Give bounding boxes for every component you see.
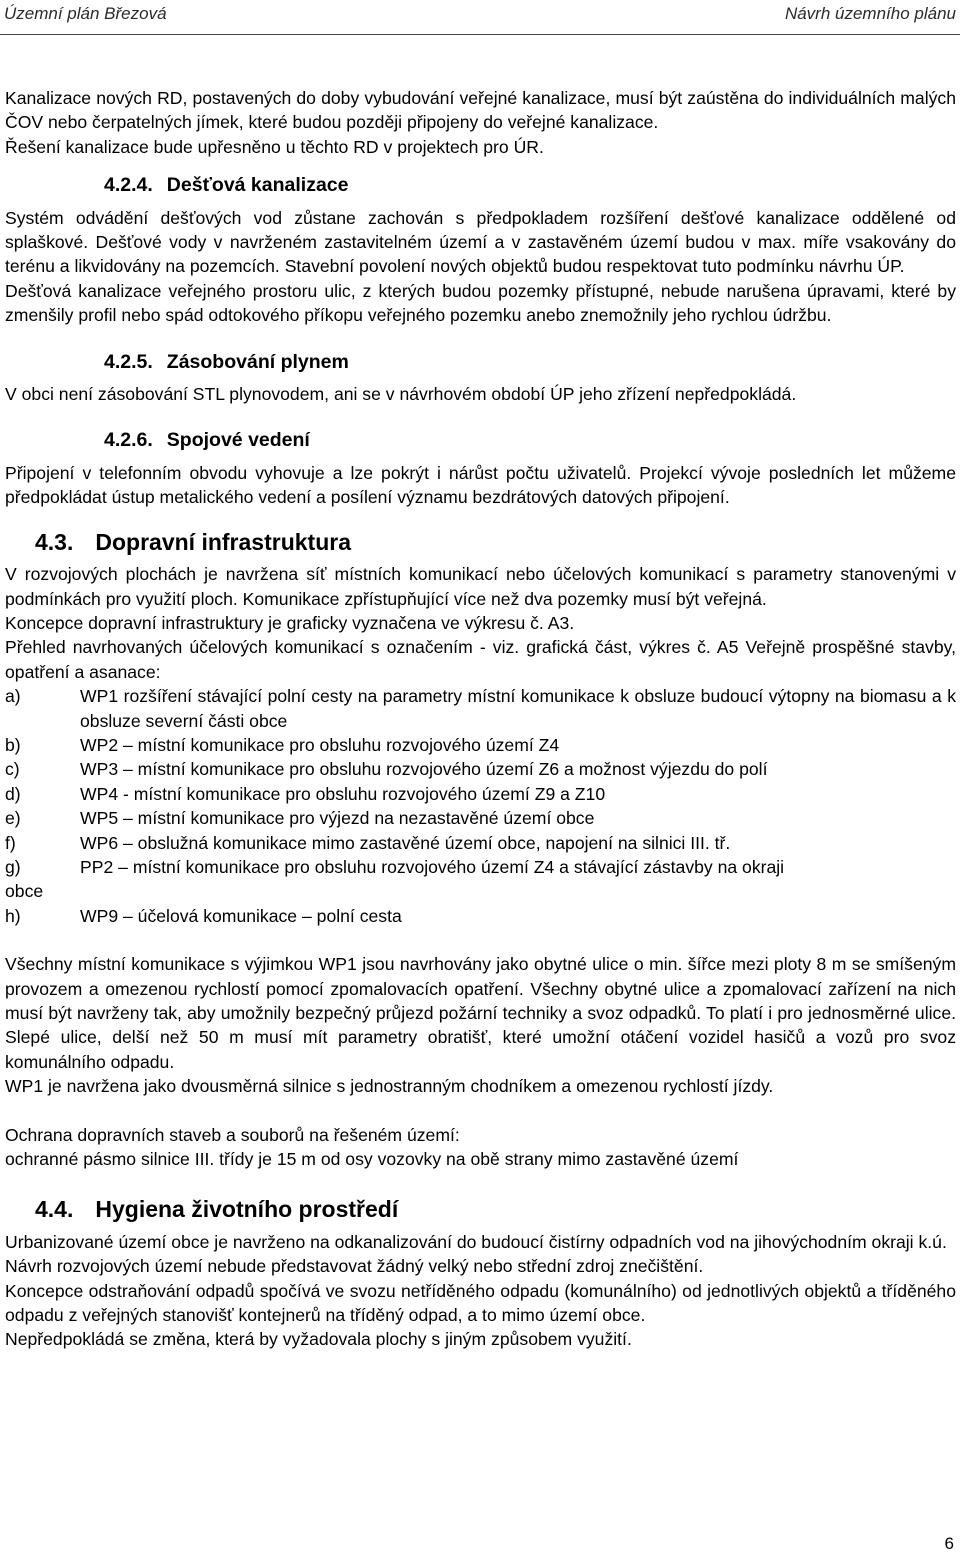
paragraph: Koncepce odstraňování odpadů spočívá ve svozu netříděného odpadu (komunálního) od jednotlivých objektů a tříděného odpadu z veřejných stanovišť kontejnerů na tříděný odpad, a to mimo území obce. bbox=[5, 1280, 956, 1326]
list-text: WP6 – obslužná komunikace mimo zastavěné území obce, napojení na silnici III. tř. bbox=[80, 832, 731, 853]
list-text: PP2 – místní komunikace pro obsluhu rozvojového území Z4 a stávající zástavby na okraji bbox=[80, 856, 785, 877]
list-item bbox=[5, 831, 956, 855]
list-text: WP3 – místní komunikace pro obsluhu rozvojového území Z6 a možnost výjezdu do polí bbox=[80, 759, 768, 780]
paragraph: Nepředpokládá se změna, která by vyžadovala plochy s jiným způsobem využití. bbox=[5, 1329, 632, 1350]
paragraph: Urbanizované území obce je navrženo na odkanalizování do budoucí čistírny odpadních vod na jihovýchodním okraji k.ú. bbox=[5, 1231, 947, 1252]
heading-4-2-4 bbox=[104, 173, 956, 197]
page-header bbox=[0, 0, 960, 35]
list-item bbox=[5, 904, 956, 928]
heading-number: 4.3. bbox=[35, 528, 74, 555]
list-item bbox=[5, 806, 956, 830]
paragraph: Systém odvádění dešťových vod zůstane zachován s předpokladem rozšíření dešťové kanalizace oddělené od splaškové. Dešťové vody v navrženém zastavitelném území a v zastavěném území budou v max. míře vsakovány do terénu a likvidovány na pozemcích. Stavební povolení nových objektů budou respektovat tuto podmínku návrhu ÚP. bbox=[5, 207, 956, 277]
list-marker: f) bbox=[5, 832, 16, 853]
page-body bbox=[5, 86, 956, 1352]
list-item bbox=[5, 684, 956, 733]
list-text: WP9 – účelová komunikace – polní cesta bbox=[80, 905, 402, 926]
paragraph: Koncepce dopravní infrastruktury je graficky vyznačena ve výkresu č. A3. bbox=[5, 612, 575, 633]
list-item-continuation: obce bbox=[5, 881, 44, 902]
paragraph: Návrh rozvojových území nebude představovat žádný velký nebo střední zdroj znečištění. bbox=[5, 1256, 704, 1277]
list-marker: g) bbox=[5, 856, 21, 877]
paragraph: V rozvojových plochách je navržena síť místních komunikací nebo účelových komunikací s parametry stanovenými v podmínkách pro využití ploch. Komunikace zpřístupňující více než dva pozemky musí být veřejná. bbox=[5, 564, 956, 609]
list-text: WP4 - místní komunikace pro obsluhu rozvojového území Z9 a Z10 bbox=[80, 783, 606, 804]
heading-4-3 bbox=[35, 530, 956, 554]
paragraph: Připojení v telefonním obvodu vyhovuje a lze pokrýt i nárůst počtu uživatelů. Projekcí vývoje posledních let můžeme předpokládat ústup metalického vedení a posílení významu bezdrátových datových připojení. bbox=[5, 462, 956, 508]
heading-number: 4.2.6. bbox=[104, 429, 153, 452]
list-item bbox=[5, 782, 956, 806]
list-text: WP5 – místní komunikace pro výjezd na nezastavěné území obce bbox=[80, 808, 595, 829]
heading-title: Spojové vedení bbox=[166, 429, 310, 452]
paragraph: Kanalizace nových RD, postavených do doby vybudování veřejné kanalizace, musí být zaústěna do individuálních malých ČOV nebo čerpatelných jímek, které budou později připojeny do veřejné kanalizace. bbox=[5, 88, 956, 133]
list-marker: b) bbox=[5, 734, 21, 755]
paragraph: WP1 je navržena jako dvousměrná silnice s jednostranným chodníkem a omezenou rychlostí jízdy. bbox=[5, 1076, 774, 1097]
paragraph: Řešení kanalizace bude upřesněno u těchto RD v projektech pro ÚR. bbox=[5, 136, 544, 157]
paragraph: Všechny místní komunikace s výjimkou WP1 jsou navrhovány jako obytné ulice o min. šířce mezi ploty 8 m se smíšeným provozem a omezenou rychlostí pomocí zpomalovacích opatření. Všechny obytné ulice a zpomalovací zařízení na nich musí být navrženy tak, aby umožnily bezpečný průjezd požární techniky a svoz odpadků. To platí i pro jednosměrné ulice. Slepé ulice, delší než 50 m musí mít parametry obratišť, které umožní otáčení vozidel hasičů a vozů pro svoz komunálního odpadu. bbox=[5, 954, 956, 1072]
list-item bbox=[5, 757, 956, 781]
page-number: 6 bbox=[944, 1534, 954, 1553]
list-marker: c) bbox=[5, 759, 20, 780]
list-text: WP1 rozšíření stávající polní cesty na parametry místní komunikace k obsluze budoucí výtopny na biomasu a k obsluze severní části obce bbox=[80, 686, 956, 731]
list-marker: a) bbox=[5, 686, 21, 707]
heading-number: 4.4. bbox=[35, 1196, 74, 1223]
heading-4-2-5 bbox=[104, 350, 956, 374]
list-marker: e) bbox=[5, 808, 21, 829]
paragraph: Ochrana dopravních staveb a souborů na řešeném území: bbox=[5, 1124, 460, 1145]
heading-title: Dopravní infrastruktura bbox=[95, 528, 351, 555]
heading-title: Dešťová kanalizace bbox=[166, 174, 349, 197]
heading-title: Hygiena životního prostředí bbox=[95, 1196, 399, 1223]
header-section-title: Návrh územního plánu bbox=[784, 4, 956, 23]
paragraph: ochranné pásmo silnice III. třídy je 15 m od osy vozovky na obě strany mimo zastavěné území bbox=[5, 1149, 739, 1170]
list-item bbox=[5, 855, 956, 879]
heading-4-2-6 bbox=[104, 428, 956, 452]
heading-number: 4.2.5. bbox=[104, 350, 153, 373]
header-document-title: Územní plán Březová bbox=[4, 4, 167, 23]
heading-number: 4.2.4. bbox=[104, 174, 153, 197]
paragraph: Dešťová kanalizace veřejného prostoru ulic, z kterých budou pozemky přístupné, nebude narušena úpravami, které by zmenšily profil nebo spád odtokového příkopu veřejného pozemku anebo znemožnily jeho rychlou údržbu. bbox=[5, 280, 956, 326]
paragraph: Přehled navrhovaných účelových komunikací s označením - viz. grafická část, výkres č. A5 Veřejně prospěšné stavby, opatření a asanace: bbox=[5, 637, 956, 682]
list-marker: h) bbox=[5, 905, 21, 926]
paragraph: V obci není zásobování STL plynovodem, ani se v návrhovém období ÚP jeho zřízení nepředpokládá. bbox=[5, 384, 797, 405]
heading-title: Zásobování plynem bbox=[166, 350, 349, 373]
list-item bbox=[5, 733, 956, 757]
heading-4-4 bbox=[35, 1197, 956, 1221]
list-text: WP2 – místní komunikace pro obsluhu rozvojového území Z4 bbox=[80, 734, 560, 755]
list-marker: d) bbox=[5, 783, 21, 804]
